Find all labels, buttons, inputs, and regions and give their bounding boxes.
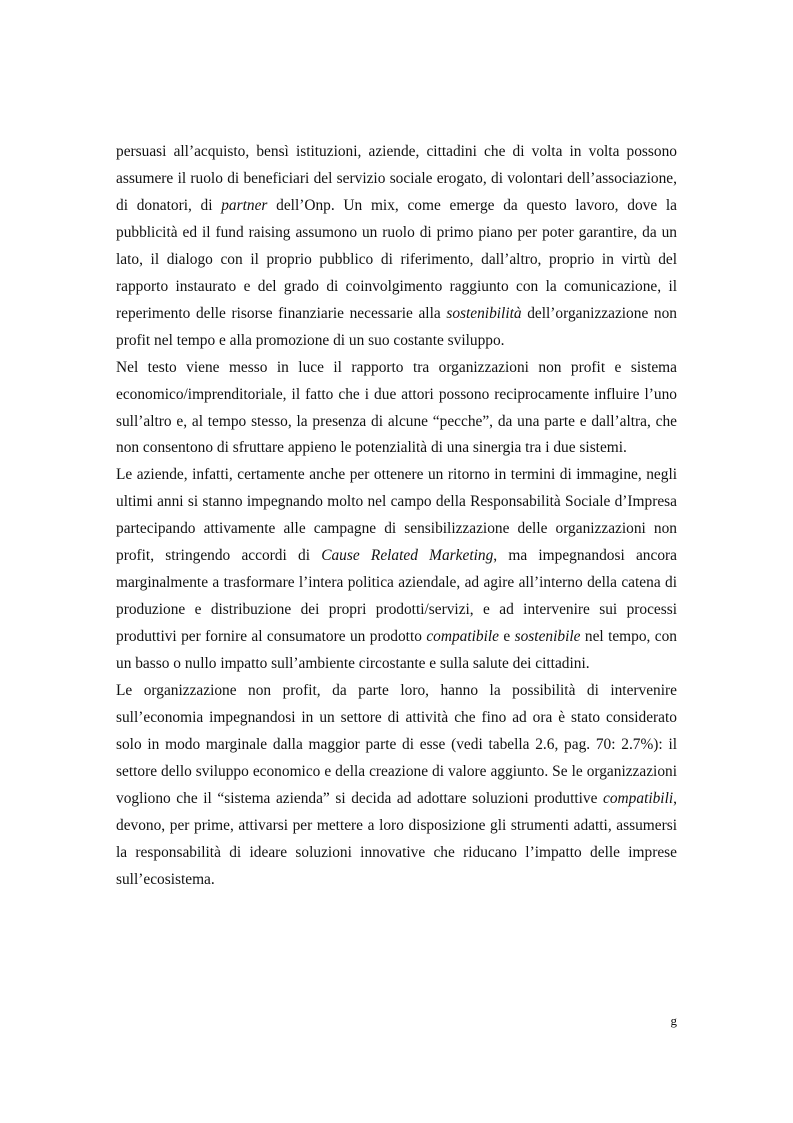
- emphasis-text: sostenibilità: [446, 304, 522, 322]
- emphasis-text: sostenibile: [514, 628, 581, 646]
- text-run: nel tempo, con un basso o nullo impatto sull’ambiente circostante e sulla salute dei cittadini.: [116, 628, 678, 673]
- emphasis-text: partner: [221, 196, 268, 214]
- page-number: g: [670, 1013, 677, 1028]
- text-run: dell’organizzazione non profit nel tempo e alla promozione di un suo costante sviluppo.: [116, 304, 677, 349]
- text-run: Le aziende, infatti, certamente anche per ottenere un ritorno in termini di immagine, negli ultimi anni si stanno impegnando molto nel campo della Responsabilità Sociale d’Impresa partecipando attivamente alle campagne di sensibilizzazione delle organizzazioni non profit, stringendo accordi di: [116, 466, 677, 565]
- emphasis-text: compatibili: [603, 789, 674, 807]
- paragraph: [116, 462, 677, 678]
- text-run: dell’Onp. Un mix, come emerge da questo lavoro, dove la pubblicità ed il fund raising assumono un ruolo di primo piano per poter garantire, da un lato, il dialogo con il proprio pubblico di riferimento, dall’altro, proprio in virtù del rapporto instaurato e del grado di coinvolgimento raggiunto con la comunicazione, il reperimento delle risorse finanziarie necessarie alla: [116, 196, 677, 322]
- text-run: Nel testo viene messo in luce il rapporto tra organizzazioni non profit e sistema economico/imprenditoriale, il fatto che i due attori possono reciprocamente influire l’uno sull’altro e, al tempo stesso, la presenza di alcune “pecche”, da una parte e dall’altra, che non consentono di sfruttare appieno le potenzialità di una sinergia tra i due sistemi.: [116, 358, 677, 457]
- emphasis-text: compatibile: [426, 628, 499, 646]
- body-text: [116, 139, 677, 894]
- text-run: Le organizzazione non profit, da parte loro, hanno la possibilità di intervenire sull’economia impegnandosi in un settore di attività che fino ad ora è stato considerato solo in modo marginale dalla maggior parte di esse (vedi tabella 2.6, pag. 70: 2.7%): il settore dello sviluppo economico e della creazione di valore aggiunto. Se le organizzazioni vogliono che il “sistema azienda” si decida ad adottare soluzioni produttive: [116, 682, 677, 807]
- paragraph: [116, 678, 677, 894]
- paragraph: [116, 355, 677, 463]
- paragraph: [116, 139, 677, 355]
- text-run: persuasi all’acquisto, bensì istituzioni, aziende, cittadini che di volta in volta possono assumere il ruolo di beneficiari del servizio sociale erogato, di volontari dell’associazione, di donatori, di: [116, 143, 677, 214]
- text-run: , ma impegnandosi ancora marginalmente a trasformare l’intera politica aziendale, ad agire all’interno della catena di produzione e distribuzione dei propri prodotti/servizi, e ad intervenire sui processi produttivi per fornire al consumatore un prodotto: [116, 547, 677, 646]
- emphasis-text: Cause Related Marketing: [321, 547, 494, 565]
- text-run: e: [498, 628, 515, 646]
- text-run: , devono, per prime, attivarsi per mettere a loro disposizione gli strumenti adatti, assumersi la responsabilità di ideare soluzioni innovative che riducano l’impatto delle imprese sull’ecosistema.: [116, 789, 677, 888]
